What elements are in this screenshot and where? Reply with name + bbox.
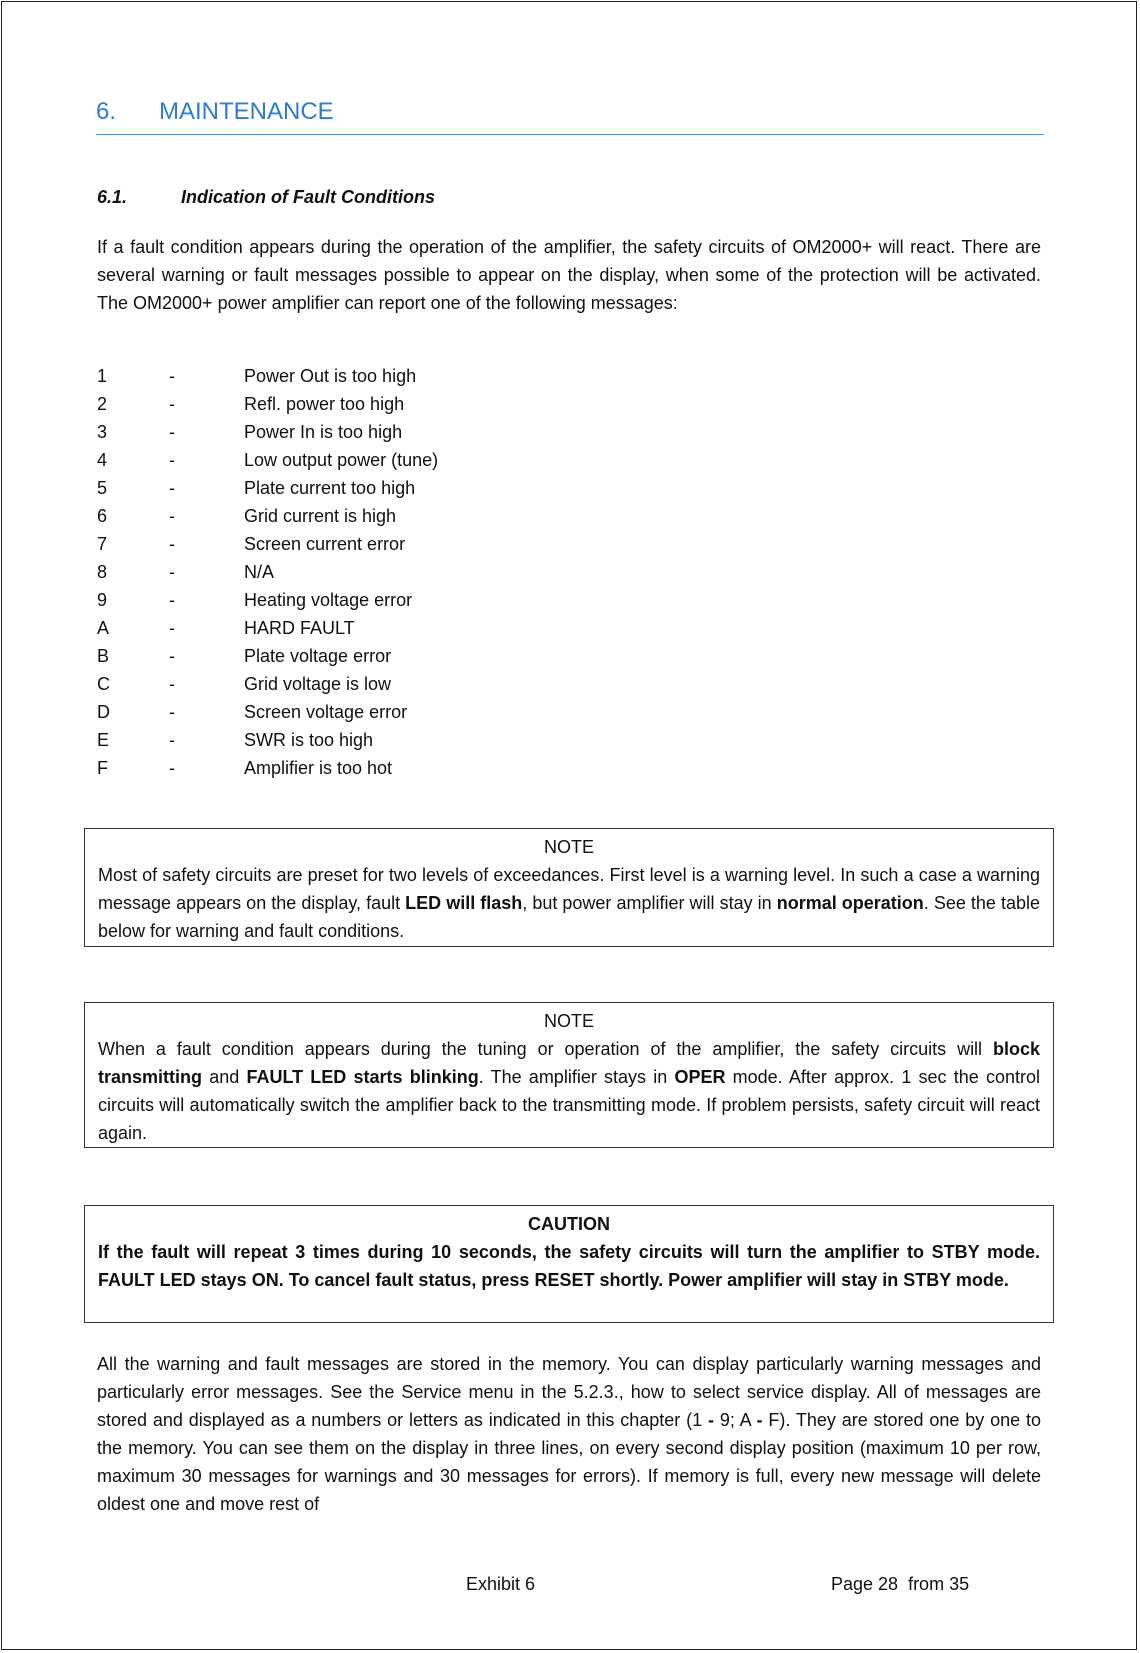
message-text: Power Out is too high xyxy=(244,366,417,386)
note-emphasis: FAULT LED starts blinking xyxy=(246,1067,479,1087)
message-text: Screen voltage error xyxy=(244,702,408,722)
list-item xyxy=(97,558,517,586)
message-code: 2 xyxy=(97,394,108,414)
caution-title: CAUTION xyxy=(528,1214,610,1234)
list-item xyxy=(97,474,517,502)
section-number: 6. xyxy=(96,98,117,125)
list-item xyxy=(97,446,517,474)
subsection-number: 6.1. xyxy=(97,187,128,207)
footer-exhibit: Exhibit 6 xyxy=(466,1574,536,1594)
note-box-warning-levels xyxy=(84,828,1054,947)
message-text: Screen current error xyxy=(244,534,406,554)
message-dash: - xyxy=(169,394,175,414)
caution-box xyxy=(84,1205,1054,1323)
message-text: Refl. power too high xyxy=(244,394,405,414)
message-text: Grid current is high xyxy=(244,506,397,526)
message-code: D xyxy=(97,702,110,722)
message-dash: - xyxy=(169,506,175,526)
closing-dash: - xyxy=(756,1410,763,1430)
message-text: SWR is too high xyxy=(244,730,374,750)
message-dash: - xyxy=(169,590,175,610)
list-item xyxy=(97,754,517,782)
message-dash: - xyxy=(169,534,175,554)
closing-text: 9; A xyxy=(713,1410,757,1430)
message-text: Power In is too high xyxy=(244,422,403,442)
message-text: Plate current too high xyxy=(244,478,416,498)
message-text: Plate voltage error xyxy=(244,646,392,666)
message-text: Heating voltage error xyxy=(244,590,413,610)
message-text: HARD FAULT xyxy=(244,618,355,638)
list-item xyxy=(97,698,517,726)
section-title: MAINTENANCE xyxy=(159,98,334,125)
intro-paragraph: If a fault condition appears during the operation of the amplifier, the safety circuits of OM2000+ will react. There are several warning or fault messages possible to appear on the display, when some of the protection will be activated. The OM2000+ power amplifier can report one of the following messages: xyxy=(97,237,1041,313)
message-code: 9 xyxy=(97,590,108,610)
note-text: and xyxy=(202,1067,247,1087)
message-code: B xyxy=(97,646,110,666)
note-text: mode. After approx. 1 sec the control circuits will automatically switch the amplifier back to the transmitting mode. If problem persists, safety circuit will react again. xyxy=(98,1067,1040,1143)
note-text: . The amplifier stays in xyxy=(478,1067,675,1087)
message-text: N/A xyxy=(244,562,275,582)
fault-message-list xyxy=(97,362,517,782)
note-emphasis: LED will flash xyxy=(405,893,523,913)
message-code: F xyxy=(97,758,108,778)
footer-page-number: Page 28 from 35 xyxy=(831,1574,970,1594)
closing-text: All the warning and fault messages are stored in the memory. You can display particularly warning messages and particularly error messages. See the Service menu in the 5.2.3., how to select service display. All of messages are stored and displayed as a numbers or letters as indicated in this chapter (1 xyxy=(97,1354,1041,1430)
message-code: 3 xyxy=(97,422,108,442)
message-code: 4 xyxy=(97,450,108,470)
section-heading xyxy=(96,98,1044,135)
message-dash: - xyxy=(169,674,175,694)
list-item xyxy=(97,418,517,446)
list-item xyxy=(97,502,517,530)
message-dash: - xyxy=(169,702,175,722)
message-code: 7 xyxy=(97,534,108,554)
note-text: . See the table below for warning and fault conditions. xyxy=(98,893,1040,941)
message-text: Grid voltage is low xyxy=(244,674,392,694)
message-code: 5 xyxy=(97,478,108,498)
message-dash: - xyxy=(169,646,175,666)
message-code: 6 xyxy=(97,506,108,526)
note-text: Most of safety circuits are preset for two levels of exceedances. First level is a warning level. In such a case a warning message appears on the display, fault xyxy=(98,865,1040,913)
caution-body: If the fault will repeat 3 times during 10 seconds, the safety circuits will turn the amplifier to STBY mode. FAULT LED stays ON. To cancel fault status, press RESET shortly. Power amplifier will stay in STBY mode. xyxy=(98,1242,1040,1290)
note-emphasis: block transmitting xyxy=(98,1039,1040,1087)
message-code: 1 xyxy=(97,366,108,386)
message-dash: - xyxy=(169,562,175,582)
message-dash: - xyxy=(169,422,175,442)
message-dash: - xyxy=(169,450,175,470)
note-body xyxy=(98,1035,1040,1147)
message-dash: - xyxy=(169,366,175,386)
list-item xyxy=(97,586,517,614)
note-text: When a fault condition appears during the tuning or operation of the amplifier, the safety circuits will xyxy=(98,1039,993,1059)
list-item xyxy=(97,390,517,418)
note-text: , but power amplifier will stay in xyxy=(522,893,777,913)
closing-dash: - xyxy=(707,1410,714,1430)
closing-text: F). They are stored one by one to the memory. You can see them on the display in three lines, on every second display position (maximum 10 per row, maximum 30 messages for warnings and 30 messages for errors). If memory is full, every new message will delete oldest one and move rest of xyxy=(97,1410,1041,1514)
message-code: A xyxy=(97,618,110,638)
message-code: C xyxy=(97,674,110,694)
message-text: Amplifier is too hot xyxy=(244,758,393,778)
note-body xyxy=(98,861,1040,945)
subsection-title: Indication of Fault Conditions xyxy=(181,187,435,207)
message-dash: - xyxy=(169,478,175,498)
list-item xyxy=(97,530,517,558)
list-item xyxy=(97,670,517,698)
message-dash: - xyxy=(169,730,175,750)
note-title: NOTE xyxy=(543,837,594,857)
note-box-fault-condition xyxy=(84,1002,1054,1148)
list-item xyxy=(97,642,517,670)
note-emphasis: OPER xyxy=(674,1067,726,1087)
message-dash: - xyxy=(169,758,175,778)
message-text: Low output power (tune) xyxy=(244,450,439,470)
note-emphasis: normal operation xyxy=(776,893,924,913)
message-dash: - xyxy=(169,618,175,638)
list-item xyxy=(97,726,517,754)
message-code: 8 xyxy=(97,562,108,582)
list-item xyxy=(97,614,517,642)
message-code: E xyxy=(97,730,110,750)
list-item xyxy=(97,362,517,390)
note-title: NOTE xyxy=(543,1011,594,1031)
closing-paragraph xyxy=(97,1350,1041,1518)
